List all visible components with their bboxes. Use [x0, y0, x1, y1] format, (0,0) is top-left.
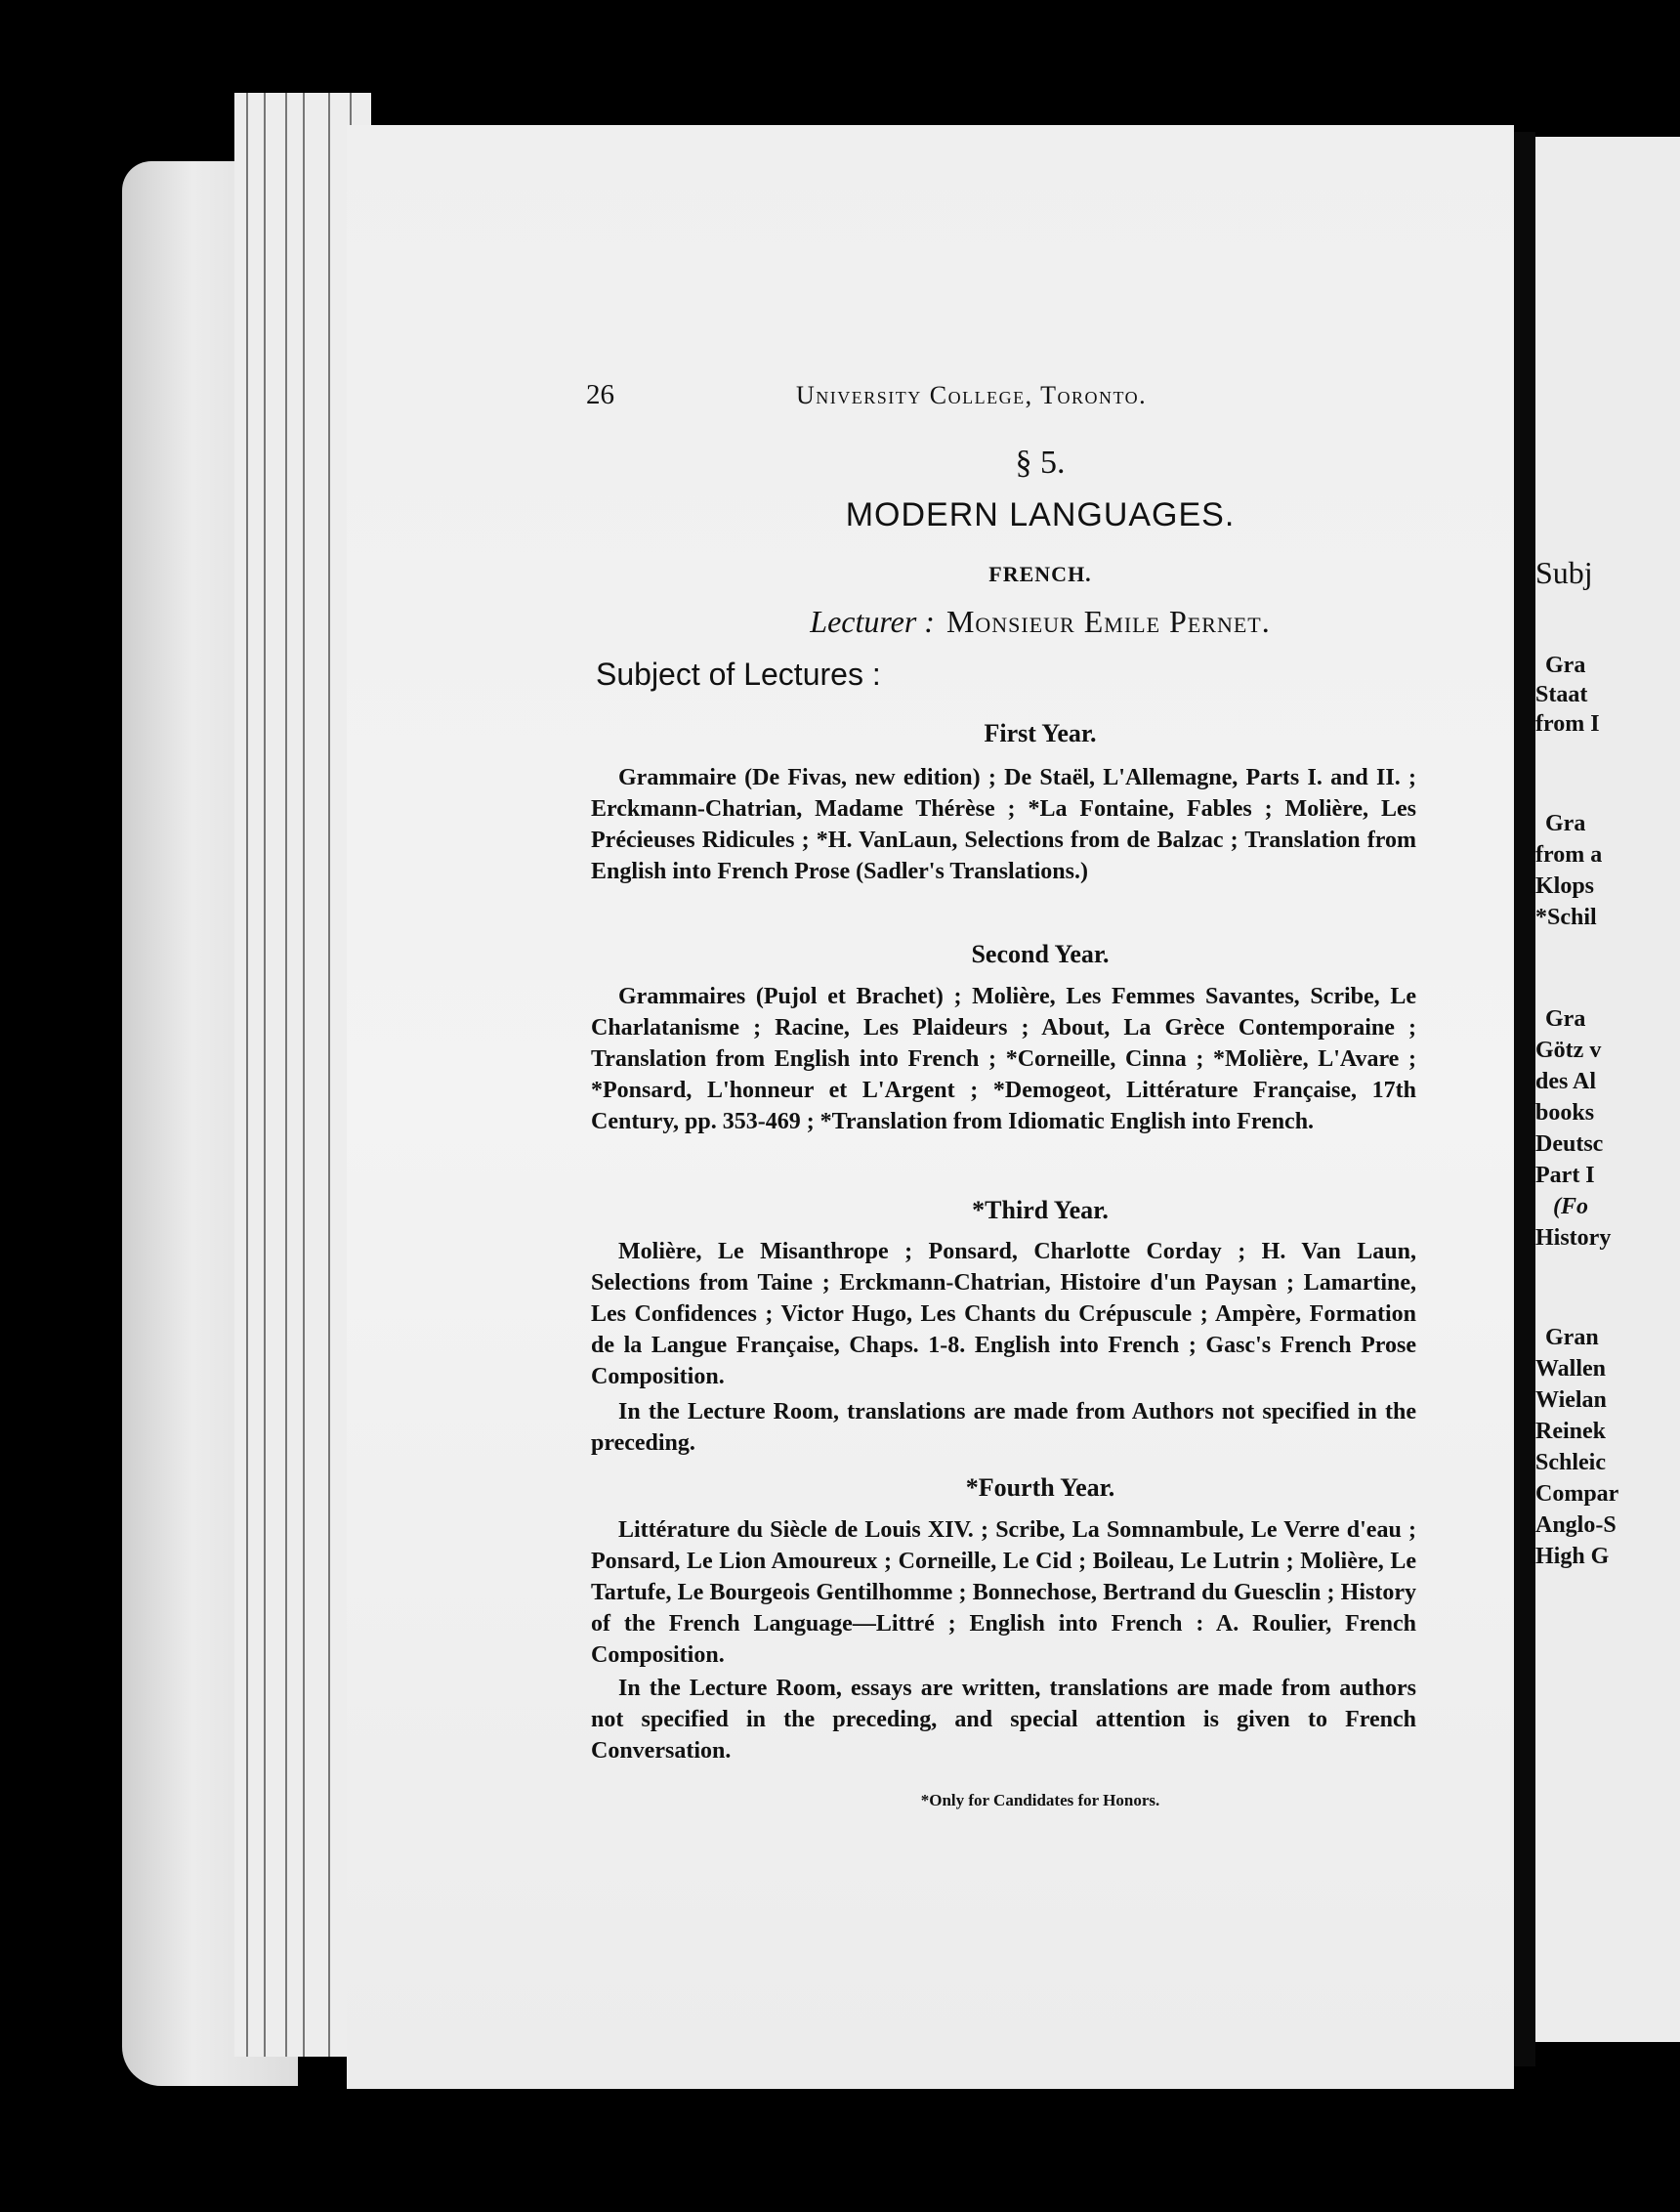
facing-fragment: Gra: [1545, 1006, 1586, 1032]
lecturer-name: Monsieur Emile Pernet.: [945, 604, 1271, 639]
facing-fragment: from I: [1535, 711, 1600, 737]
footnote: *Only for Candidates for Honors.: [920, 1791, 1160, 1809]
year-paragraph: In the Lecture Room, translations are made from Authors not specified in the preceding.: [591, 1399, 1416, 1456]
facing-fragment: Staat: [1535, 682, 1588, 707]
facing-fragment: *Schil: [1535, 905, 1597, 930]
facing-fragment: High G: [1535, 1544, 1610, 1569]
lecturer-label: Lecturer :: [810, 604, 935, 639]
page-number: 26: [586, 379, 614, 410]
facing-fragment: Schleic: [1535, 1450, 1606, 1475]
language-subtitle: FRENCH.: [988, 562, 1092, 586]
year-paragraph: Grammaire (De Fivas, new edition) ; De Staël, L'Allemagne, Parts I. and II. ; Erckmann-Chatrian, Madame Thérèse ; *La Fontaine, Fables ; Molière, Les Précieuses Ridicules ; *H. VanLaun, Selections from de Balzac ; Translation from English into French Prose (Sadler's Translations.): [591, 765, 1416, 884]
facing-fragment: Reinek: [1535, 1419, 1606, 1444]
year-paragraph: Grammaires (Pujol et Brachet) ; Molière, Les Femmes Savantes, Scribe, Le Charlatanisme ; Racine, Les Plaideurs ; About, La Grèce Contemporaine ; Translation from English into French ; *Corneille, Cinna ; *Molière, L'Avare ; *Ponsard, L'honneur et L'Argent ; *Demogeot, Littérature Française, 17th Century, pp. 353-469 ; *Translation from Idiomatic English into French.: [591, 984, 1416, 1134]
facing-fragment: Gran: [1545, 1325, 1599, 1350]
facing-fragment: Wallen: [1535, 1356, 1607, 1382]
year-heading: Second Year.: [971, 940, 1110, 968]
year-paragraph: Littérature du Siècle de Louis XIV. ; Scribe, La Somnambule, Le Verre d'eau ; Ponsard, Le Lion Amoureux ; Corneille, Le Cid ; Boileau, Le Lutrin ; Molière, Le Tartufe, Le Bourgeois Gentilhomme ; Bonnechose, Bertrand du Guesclin ; History of the French Language—Littré ; English into French : A. Roulier, French Composition.: [591, 1517, 1416, 1668]
facing-fragment: from a: [1535, 842, 1603, 868]
running-title: University College, Toronto.: [796, 381, 1148, 409]
facing-fragment: Compar: [1535, 1481, 1619, 1507]
facing-fragment: Götz v: [1535, 1038, 1602, 1063]
facing-fragment: Klops: [1535, 873, 1595, 899]
page-gutter: [1514, 132, 1535, 2066]
facing-fragment: Subj: [1535, 555, 1593, 590]
year-heading: *Fourth Year.: [965, 1473, 1115, 1502]
facing-fragment: des Al: [1535, 1069, 1597, 1094]
lecturer-line: [586, 604, 1494, 640]
facing-fragment: Anglo-S: [1535, 1512, 1617, 1538]
year-heading: First Year.: [984, 719, 1097, 747]
facing-fragment: Deutsc: [1535, 1131, 1604, 1157]
facing-page-fragment: [1535, 137, 1680, 2042]
facing-fragment: Gra: [1545, 653, 1586, 678]
year-paragraph: Molière, Le Misanthrope ; Ponsard, Charlotte Corday ; H. Van Laun, Selections from Taine ; Erckmann-Chatrian, Histoire d'un Paysan ; Lamartine, Les Confidences ; Victor Hugo, Les Chants du Crépuscule ; Ampère, Formation de la Langue Française, Chaps. 1-8. English into French ; Gasc's French Prose Composition.: [591, 1239, 1416, 1389]
section-mark: § 5.: [1015, 445, 1066, 481]
facing-fragment: Gra: [1545, 811, 1586, 836]
facing-fragment: (Fo: [1553, 1194, 1588, 1219]
facing-fragment: Wielan: [1535, 1387, 1607, 1413]
facing-fragment: Part I: [1535, 1163, 1595, 1188]
facing-fragment: books: [1535, 1100, 1595, 1126]
page-title: MODERN LANGUAGES.: [845, 496, 1236, 533]
subject-heading: Subject of Lectures :: [596, 657, 881, 692]
facing-fragment: History: [1535, 1225, 1612, 1251]
year-paragraph: In the Lecture Room, essays are written, translations are made from authors not specified in the preceding, and special attention is given to French Conversation.: [591, 1676, 1416, 1764]
year-heading: *Third Year.: [972, 1196, 1109, 1224]
